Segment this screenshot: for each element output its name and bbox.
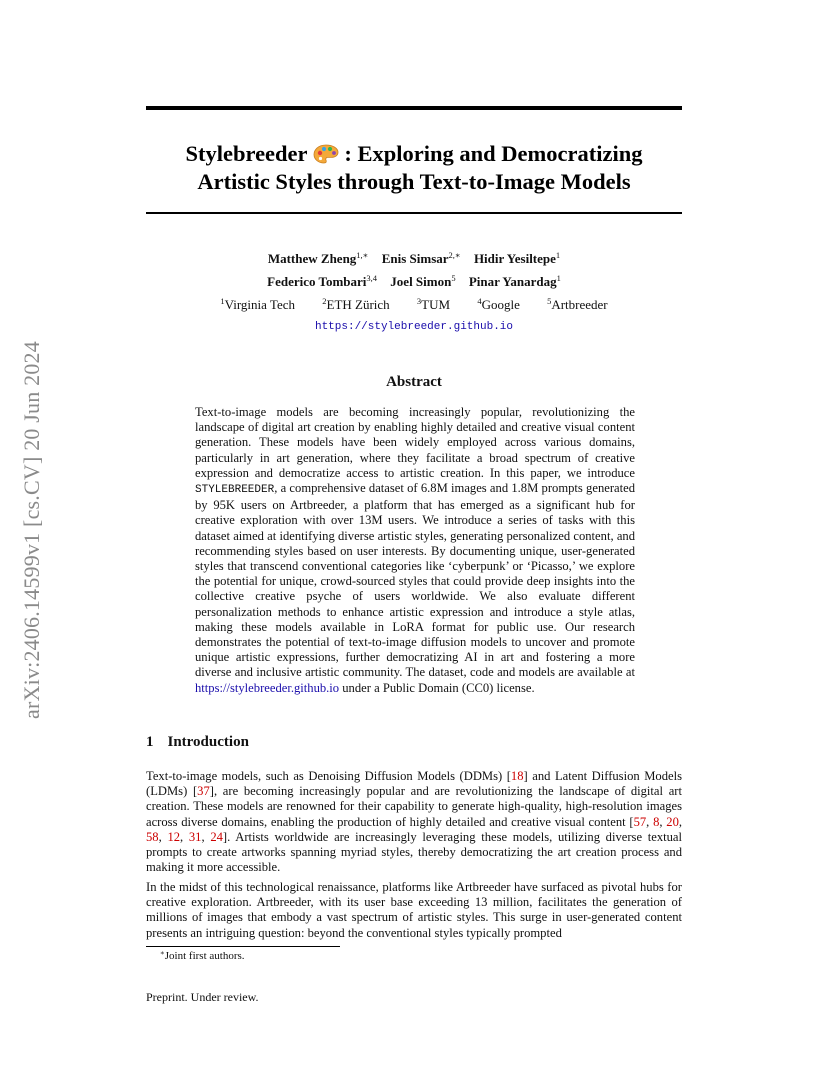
affiliation: $^3$TUM — [416, 296, 451, 312]
abstract-heading: Abstract — [386, 374, 442, 390]
intro-text: , — [201, 829, 211, 844]
arxiv-identifier: arXiv:2406.14599v1 [cs.CV] 20 Jun 2024 — [19, 341, 44, 719]
title-line-1-end: : Exploring and Democratizing — [344, 141, 643, 166]
author-name: Hidir Yesiltepe$^1$ — [473, 250, 561, 266]
author-row-2 — [146, 274, 682, 290]
citation-link[interactable]: 31 — [188, 829, 202, 844]
intro-text: , — [180, 829, 189, 844]
intro-paragraph-1 — [146, 769, 682, 875]
citation-link[interactable]: 37 — [197, 784, 210, 799]
abstract-body: Text-to-image models are becoming increasingly popular, revolutionizing the landscape of digital art creation by enabling highly detailed and creative visual content generation. These models have been widely employed across various domains, particularly in art generation, where they facilitate a broad spectrum of creative expression and democratize access to artistic creation. In this paper, we introduce STYLEBREEDER, a comprehensive dataset of 6.8M images and 1.8M prompts generated by 95K users on Artbreeder, a platform that has emerged as a significant hub for creative exploration with over 13M users. We introduce a series of tasks with this dataset aimed at identifying diverse artistic styles, generating personalized content, and recommending styles based on user interests. By documenting unique, user-generated styles that transcend conventional categories like ‘cyberpunk’ or ‘Picasso,’ we explore the potential for unique, crowd-sourced styles that could provide deep insights into the collective creative psyche of users worldwide. We also evaluate different personalization methods to enhance artistic expression and introduce a style atlas, making these models available in LoRA format for public use. Our research demonstrates the potential of text-to-image diffusion models to uncover and promote unique artistic expressions, further democratizing AI in art and fostering a more diverse and inclusive artistic community. The dataset, code and models are available at https://stylebreeder.github.io under a Public Domain (CC0) license. — [195, 405, 635, 695]
affiliation: $^4$Google — [477, 296, 520, 312]
title-line-1-start: Stylebreeder — [185, 141, 308, 166]
palette-icon — [313, 144, 339, 164]
intro-text: , — [659, 814, 667, 829]
author-name: Matthew Zheng$^{1,∗}$ — [267, 250, 369, 266]
section-heading — [146, 734, 249, 751]
paper-title — [146, 140, 682, 196]
intro-text: ], are becoming increasingly popular and are revolutionizing the landscape of digital art creation. These models are renowned for their capability to generate high-quality, high-resolution images across diverse domains, enabling the production of highly detailed and creative visual content [ — [146, 784, 682, 829]
author-name: Joel Simon$^5$ — [390, 273, 456, 289]
intro-text: , — [158, 829, 168, 844]
citation-link[interactable]: 18 — [510, 769, 524, 783]
preprint-note: Preprint. Under review. — [146, 990, 259, 1004]
author-name: Enis Simsar$^{2,∗}$ — [381, 250, 461, 266]
author-name: Federico Tombari$^{3,4}$ — [267, 273, 378, 289]
intro-text: Text-to-image models, such as Denoising Diffusion Models (DDMs) [ — [146, 769, 511, 783]
citation-link[interactable]: 20 — [666, 814, 679, 829]
intro-text: , — [678, 814, 683, 829]
affiliation: $^1$Virginia Tech — [220, 296, 295, 312]
affiliations — [146, 297, 682, 313]
abstract-link[interactable]: https://stylebreeder.github.io — [195, 680, 340, 695]
citation-link[interactable]: 24 — [210, 829, 223, 844]
citation-link[interactable]: 57 — [633, 814, 647, 829]
footnote-rule — [146, 946, 340, 947]
section-number: 1 — [146, 734, 154, 750]
intro-text: , — [646, 814, 654, 829]
author-row-1 — [146, 251, 682, 267]
footnote: ∗Joint first authors. — [160, 949, 245, 962]
citation-link[interactable]: 8 — [653, 814, 660, 829]
citation-link[interactable]: 12 — [167, 829, 181, 844]
title-top-rule — [146, 106, 682, 110]
title-line-2: Artistic Styles through Text-to-Image Models — [197, 169, 631, 194]
affiliation: $^2$ETH Zürich — [322, 296, 390, 312]
section-title: Introduction — [167, 734, 249, 750]
project-url-link[interactable]: https://stylebreeder.github.io — [314, 321, 514, 333]
citation-link[interactable]: 58 — [146, 829, 159, 844]
author-name: Pinar Yanardag$^1$ — [468, 273, 561, 289]
affiliation: $^5$Artbreeder — [547, 296, 608, 312]
title-bottom-rule — [146, 212, 682, 214]
dataset-name: STYLEBREEDER — [195, 484, 275, 497]
intro-text: ]. Artists worldwide are increasingly leveraging these models, utilizing diverse textual prompts to create artworks spanning myriad styles, thereby democratizing the art creation process and making it more accessible. — [146, 829, 683, 875]
intro-text: ] and Latent Diffusion Models (LDMs) [ — [146, 769, 682, 799]
intro-paragraph-2: In the midst of this technological renaissance, platforms like Artbreeder have surfaced as pivotal hubs for creative exploration. Artbreeder, with its user base exceeding 13 million, facilitates the generation of millions of images that embody a vast spectrum of artistic styles. This surge in user-generated content presents an intriguing question: beyond the conventional styles typically prompted — [146, 880, 682, 940]
